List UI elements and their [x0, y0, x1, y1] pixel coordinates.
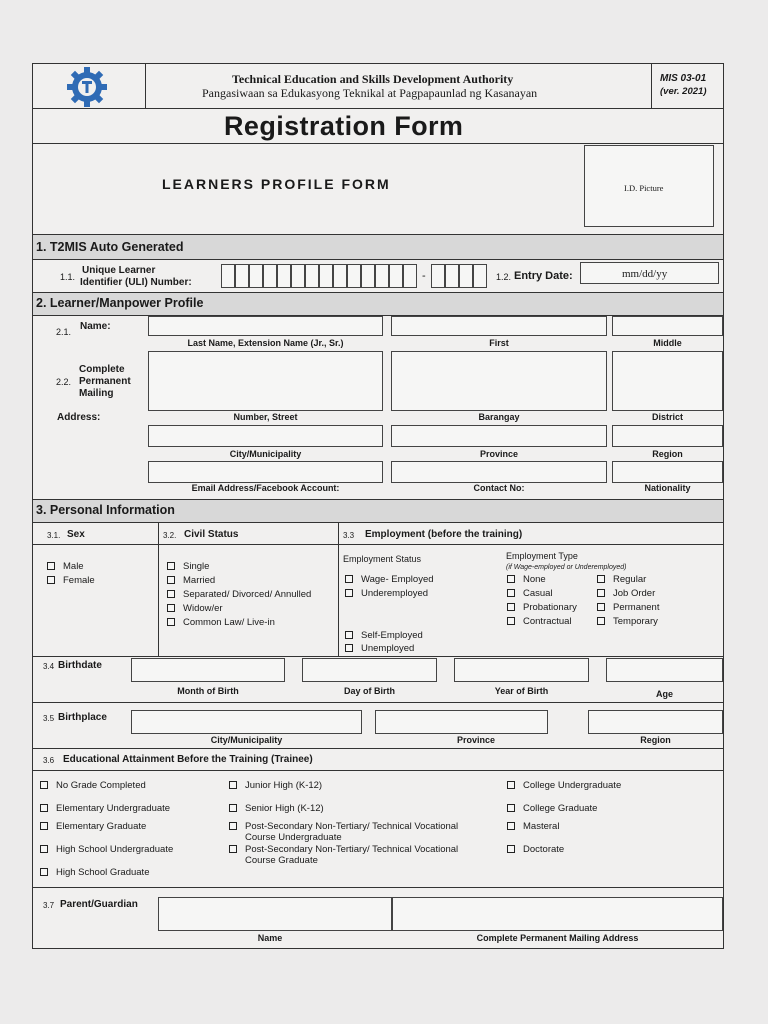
education-option-checkbox[interactable]	[229, 781, 237, 789]
uli-digit-box[interactable]	[445, 264, 459, 288]
uli-digit-box[interactable]	[291, 264, 305, 288]
employment-type-option-label: Permanent	[613, 602, 660, 613]
education-index: 3.6	[43, 756, 55, 765]
address-label-address: Address:	[57, 412, 101, 423]
civil-status-option-label: Widow/er	[183, 603, 223, 614]
guardian-name-caption: Name	[257, 933, 283, 943]
education-option-checkbox[interactable]	[40, 822, 48, 830]
entry-date-value: mm/dd/yy	[622, 268, 668, 280]
form-version: (ver. 2021)	[660, 86, 707, 97]
address-label-line3: Mailing	[79, 388, 114, 399]
last-name-input[interactable]	[148, 316, 383, 336]
uli-digit-box[interactable]	[277, 264, 291, 288]
edu-postsec-grad-label-a: Post-Secondary Non-Tertiary/ Technical Vocational	[245, 844, 459, 855]
street-input[interactable]	[148, 351, 383, 411]
employment-status-option-label: Underemployed	[361, 588, 429, 599]
employment-type-option-checkbox[interactable]	[507, 575, 515, 583]
tesda-gear-logo-icon	[58, 64, 116, 110]
education-option-checkbox[interactable]	[507, 804, 515, 812]
region-input[interactable]	[612, 425, 723, 447]
age-caption: Age	[655, 689, 673, 699]
employment-type-option-label: Casual	[523, 588, 553, 599]
education-option-checkbox[interactable]	[40, 868, 48, 876]
subtitle: LEARNERS PROFILE FORM	[162, 176, 391, 192]
province-caption: Province	[479, 449, 519, 459]
middle-name-input[interactable]	[612, 316, 723, 336]
sex-label: Sex	[67, 529, 85, 540]
education-option-checkbox[interactable]	[40, 804, 48, 812]
education-option-label: Masteral	[523, 821, 560, 832]
employment-type-option-checkbox[interactable]	[597, 603, 605, 611]
education-option-label: High School Undergraduate	[56, 844, 174, 855]
employment-type-option-label: Contractual	[523, 616, 572, 627]
employment-label: Employment (before the training)	[365, 529, 523, 540]
sex-option-label: Male	[63, 561, 84, 572]
guardian-index: 3.7	[43, 901, 55, 910]
education-option-checkbox[interactable]	[507, 845, 515, 853]
guardian-label: Parent/Guardian	[60, 899, 138, 910]
education-option-label: Elementary Graduate	[56, 821, 147, 832]
employment-status-option-checkbox[interactable]	[345, 575, 353, 583]
region-caption: Region	[652, 449, 683, 459]
guardian-address-caption: Complete Permanent Mailing Address	[476, 933, 639, 943]
civil-status-option-label: Single	[183, 561, 210, 572]
birth-city-caption: City/Municipality	[210, 735, 283, 745]
employment-type-option-label: None	[523, 574, 546, 585]
section3-title: 3. Personal Information	[36, 503, 175, 517]
sex-option-label: Female	[63, 575, 95, 586]
city-caption: City/Municipality	[229, 449, 302, 459]
education-option-label: College Graduate	[523, 803, 598, 814]
employment-index: 3.3	[343, 531, 355, 540]
birth-day-caption: Day of Birth	[343, 686, 395, 696]
uli-digit-box[interactable]	[249, 264, 263, 288]
education-option-label: Junior High (K-12)	[245, 780, 323, 791]
civil-status-index: 3.2.	[163, 531, 177, 540]
entry-date-label: Entry Date:	[514, 270, 573, 282]
contact-input[interactable]	[391, 461, 607, 483]
education-option-label: No Grade Completed	[56, 780, 146, 791]
uli-digit-box[interactable]	[221, 264, 235, 288]
employment-type-option-checkbox[interactable]	[597, 589, 605, 597]
edu-postsec-undergrad-label-b: Course Undergraduate	[245, 832, 342, 843]
birth-region-input[interactable]	[588, 710, 723, 734]
civil-status-option-label: Married	[183, 575, 216, 586]
uli-digit-box[interactable]	[375, 264, 389, 288]
uli-digit-box[interactable]	[347, 264, 361, 288]
employment-status-option-checkbox[interactable]	[345, 631, 353, 639]
uli-dash: -	[422, 270, 426, 282]
employment-status-option-checkbox[interactable]	[345, 644, 353, 652]
birthplace-index: 3.5	[43, 714, 55, 723]
address-index: 2.2.	[56, 377, 72, 387]
uli-digit-box[interactable]	[459, 264, 473, 288]
education-option-label: High School Graduate	[56, 867, 150, 878]
education-option-checkbox[interactable]	[40, 845, 48, 853]
education-option-checkbox[interactable]	[507, 822, 515, 830]
birthplace-label: Birthplace	[58, 712, 107, 723]
education-option-label: Senior High (K-12)	[245, 803, 324, 814]
edu-postsec-grad-checkbox[interactable]	[229, 845, 237, 853]
employment-type-option-label: Job Order	[613, 588, 656, 599]
education-option-checkbox[interactable]	[229, 804, 237, 812]
edu-postsec-undergrad-label-a: Post-Secondary Non-Tertiary/ Technical Vocational	[245, 821, 459, 832]
last-name-caption: Last Name, Extension Name (Jr., Sr.)	[187, 338, 344, 348]
education-label: Educational Attainment Before the Training (Trainee)	[63, 754, 313, 765]
employment-type-option-label: Regular	[613, 574, 647, 585]
employment-status-option-label: Wage- Employed	[361, 574, 434, 585]
employment-status-option-label: Self-Employed	[361, 630, 423, 641]
education-option-label: College Undergraduate	[523, 780, 622, 791]
district-caption: District	[651, 412, 683, 422]
education-option-label: Elementary Undergraduate	[56, 803, 171, 814]
civil-status-option-label: Common Law/ Live-in	[183, 617, 275, 628]
uli-label-line2: Identifier (ULI) Number:	[80, 277, 192, 288]
birthdate-label: Birthdate	[58, 660, 102, 671]
section2-title: 2. Learner/Manpower Profile	[36, 296, 204, 310]
civil-status-option-checkbox[interactable]	[167, 590, 175, 598]
employment-type-note: (if Wage-employed or Underemployed)	[506, 564, 627, 571]
civil-status-option-checkbox[interactable]	[167, 618, 175, 626]
name-index: 2.1.	[56, 327, 72, 337]
birth-year-caption: Year of Birth	[494, 686, 549, 696]
civil-status-label: Civil Status	[184, 529, 239, 540]
birthdate-index: 3.4	[43, 662, 55, 671]
civil-status-option-label: Separated/ Divorced/ Annulled	[183, 589, 312, 600]
uli-digit-box[interactable]	[361, 264, 375, 288]
sex-option-checkbox[interactable]	[47, 562, 55, 570]
employment-type-option-label: Probationary	[523, 602, 577, 613]
education-option-checkbox[interactable]	[40, 781, 48, 789]
uli-digit-box[interactable]	[305, 264, 319, 288]
nationality-caption: Nationality	[644, 483, 691, 493]
employment-type-option-checkbox[interactable]	[507, 589, 515, 597]
education-option-label: Doctorate	[523, 844, 565, 855]
birth-province-input[interactable]	[375, 710, 548, 734]
uli-digit-box[interactable]	[319, 264, 333, 288]
email-input[interactable]	[148, 461, 383, 483]
nationality-input[interactable]	[612, 461, 723, 483]
entry-date-index: 1.2.	[496, 272, 512, 282]
employment-status-option-checkbox[interactable]	[345, 589, 353, 597]
uli-digit-box[interactable]	[403, 264, 417, 288]
edu-postsec-grad-label-b: Course Graduate	[245, 855, 318, 866]
uli-digit-box[interactable]	[263, 264, 277, 288]
employment-type-option-checkbox[interactable]	[507, 617, 515, 625]
district-input[interactable]	[612, 351, 723, 411]
first-name-input[interactable]	[391, 316, 607, 336]
age-input[interactable]	[606, 658, 723, 682]
form-code: MIS 03-01	[660, 73, 707, 84]
middle-name-caption: Middle	[653, 338, 682, 348]
uli-digit-box[interactable]	[235, 264, 249, 288]
agency-name: Technical Education and Skills Development Authority	[232, 72, 514, 86]
uli-number-index: 1.1.	[60, 272, 76, 282]
contact-caption: Contact No:	[473, 483, 525, 493]
street-caption: Number, Street	[233, 412, 298, 422]
sex-index: 3.1.	[47, 531, 61, 540]
id-picture-label: I.D. Picture	[624, 183, 664, 193]
guardian-name-input[interactable]	[158, 897, 392, 931]
name-label: Name:	[80, 321, 111, 332]
birth-city-input[interactable]	[131, 710, 362, 734]
guardian-address-input[interactable]	[392, 897, 723, 931]
uli-digit-box[interactable]	[389, 264, 403, 288]
civil-status-option-checkbox[interactable]	[167, 604, 175, 612]
uli-digit-box[interactable]	[473, 264, 487, 288]
edu-postsec-undergrad-checkbox[interactable]	[229, 822, 237, 830]
birth-month-input[interactable]	[131, 658, 285, 682]
section1-title: 1. T2MIS Auto Generated	[36, 240, 184, 254]
first-name-caption: First	[489, 338, 509, 348]
birth-month-caption: Month of Birth	[177, 686, 239, 696]
page-title: Registration Form	[224, 111, 464, 141]
employment-type-option-checkbox[interactable]	[507, 603, 515, 611]
employment-type-option-label: Temporary	[613, 616, 658, 627]
birth-day-input[interactable]	[302, 658, 437, 682]
uli-digit-box[interactable]	[431, 264, 445, 288]
civil-status-option-checkbox[interactable]	[167, 562, 175, 570]
barangay-caption: Barangay	[478, 412, 520, 422]
birth-region-caption: Region	[640, 735, 671, 745]
civil-status-option-checkbox[interactable]	[167, 576, 175, 584]
education-option-checkbox[interactable]	[507, 781, 515, 789]
barangay-input[interactable]	[391, 351, 607, 411]
agency-name-filipino: Pangasiwaan sa Edukasyong Teknikal at Pagpapaunlad ng Kasanayan	[202, 86, 538, 100]
uli-label-line1: Unique Learner	[82, 265, 156, 276]
employment-type-option-checkbox[interactable]	[597, 575, 605, 583]
sex-option-checkbox[interactable]	[47, 576, 55, 584]
city-input[interactable]	[148, 425, 383, 447]
employment-type-label: Employment Type	[506, 551, 578, 561]
employment-type-option-checkbox[interactable]	[597, 617, 605, 625]
email-caption: Email Address/Facebook Account:	[191, 483, 340, 493]
birth-province-caption: Province	[456, 735, 496, 745]
address-label-line2: Permanent	[79, 376, 131, 387]
uli-digit-box[interactable]	[333, 264, 347, 288]
address-label-line1: Complete	[79, 364, 125, 375]
province-input[interactable]	[391, 425, 607, 447]
employment-status-option-label: Unemployed	[361, 643, 415, 654]
employment-status-label: Employment Status	[343, 554, 422, 564]
birth-year-input[interactable]	[454, 658, 589, 682]
